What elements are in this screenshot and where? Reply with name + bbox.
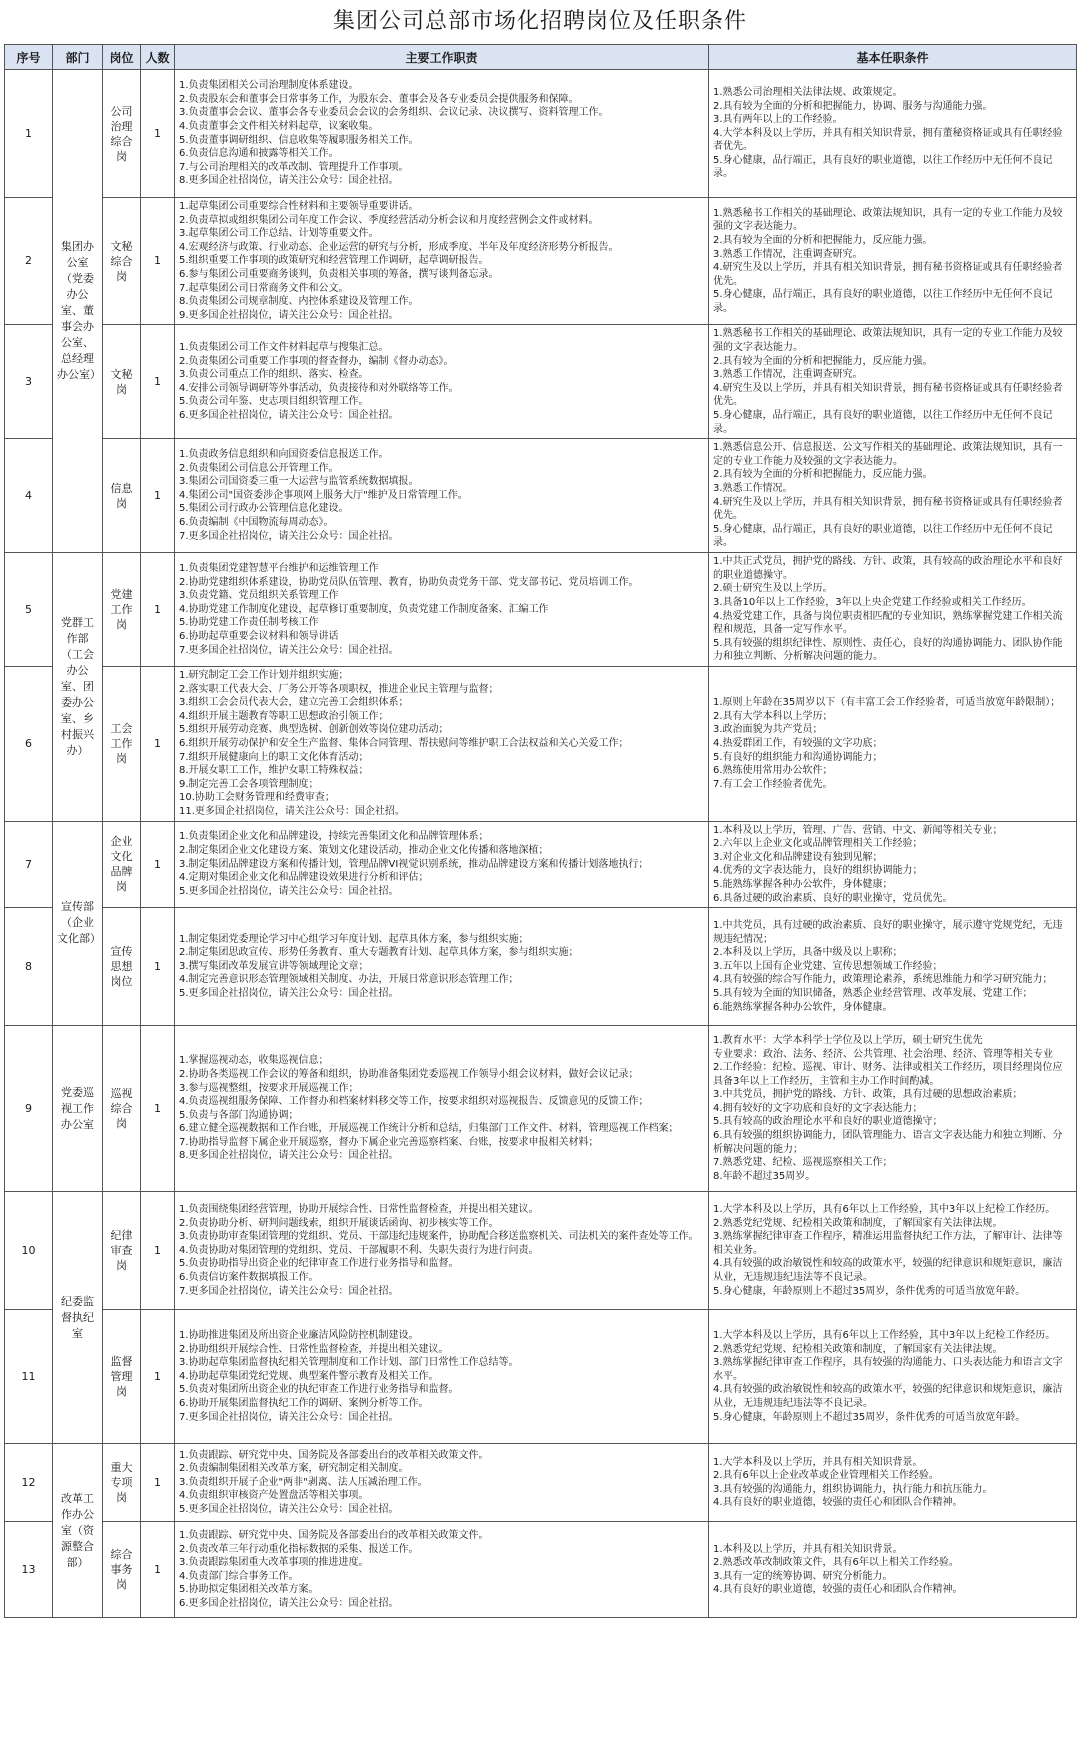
- duty-item: 3.负责协助审查集团管理的党组织、党员、干部违纪违规案件，协助配合移送监察机关、司法机关的案件查处等工作。: [179, 1231, 699, 1243]
- row-number: 8: [5, 908, 53, 1026]
- requirement-item: 3.熟练掌握纪律审查工作程序，精准运用监督执纪工作方法，了解审计、法律等相关业务。: [713, 1231, 1063, 1256]
- requirements-cell: [709, 1444, 1077, 1522]
- requirements-cell: [709, 325, 1077, 439]
- table-row: [5, 1310, 1077, 1444]
- duty-item: 4.负责巡视组服务保障、工作督办和档案材料移交等工作，按要求组织对巡视报告、反馈意见的反馈工作；: [179, 1096, 649, 1108]
- duty-item: 2.负责编制集团相关改革方案，研究制定相关制度。: [179, 1463, 409, 1475]
- requirement-item: 3.熟练掌握纪律审查工作程序，具有较强的沟通能力、口头表达能力和语言文字水平。: [713, 1357, 1063, 1382]
- duties-cell: [175, 1310, 709, 1444]
- requirement-item: 2.六年以上企业文化或品牌管理相关工作经验；: [713, 838, 923, 850]
- requirement-item: 1.大学本科及以上学历，具有6年以上工作经验，其中3年以上纪检工作经历。: [713, 1204, 1056, 1216]
- duty-item: 1.负责集团企业文化和品牌建设，持续完善集团文化和品牌管理体系；: [179, 831, 489, 843]
- requirements-cell: [709, 70, 1077, 198]
- table-row: [5, 70, 1077, 198]
- duties-cell: [175, 667, 709, 822]
- requirements-cell: [709, 198, 1077, 325]
- table-row: [5, 821, 1077, 908]
- department-name: 党群工作部（工会办公室、团委办公室、乡村振兴办）: [53, 553, 103, 822]
- position-name: 党建工作岗: [103, 553, 141, 667]
- requirement-item: 3.具备10年以上工作经验，3年以上央企党建工作经验或相关工作经历。: [713, 597, 1032, 608]
- requirement-item: 1.教育水平：大学本科学士学位及以上学历，硕士研究生优先: [713, 1034, 983, 1046]
- header-duties: 主要工作职责: [175, 45, 709, 70]
- requirement-item: 4.拥有较好的文字功底和良好的文字表达能力；: [713, 1102, 923, 1114]
- position-name: 纪律审查岗: [103, 1192, 141, 1310]
- duties-cell: [175, 553, 709, 667]
- duty-item: 6.参与集团公司重要商务谈判，负责相关事项的筹备，撰写谈判备忘录。: [179, 268, 499, 280]
- duty-item: 2.协助组织开展综合性、日常性监督检查，并提出相关建议。: [179, 1343, 449, 1355]
- requirement-item: 4.优秀的文字表达能力，良好的组织协调能力；: [713, 865, 923, 877]
- duties-cell: [175, 821, 709, 908]
- duty-item: 7.协助指导监督下属企业开展巡察，督办下属企业完善巡察档案、台账，按要求申报相关材料；: [179, 1136, 599, 1148]
- department-name: 党委巡视工作办公室: [53, 1026, 103, 1192]
- duty-item: 6.更多国企社招岗位，请关注公众号：国企社招。: [179, 1597, 399, 1609]
- duty-item: 1.负责政务信息组织和向国资委信息报送工作。: [179, 449, 389, 461]
- duty-item: 3.负责公司重点工作的组织、落实、检查。: [179, 369, 369, 381]
- requirement-item: 2.工作经验：纪检、巡视、审计、财务、法律或相关工作经历，项目经理岗位应具备3年以上工作经历，主管和主办工作时间酌减。: [713, 1062, 1063, 1087]
- table-row: [5, 667, 1077, 822]
- requirement-item: 5.身心健康，年龄原则上不超过35周岁，条件优秀的可适当放宽年龄。: [713, 1411, 1026, 1423]
- department-name: 改革工作办公室（资源整合部）: [53, 1444, 103, 1618]
- position-name: 文秘岗: [103, 325, 141, 439]
- requirement-item: 2.具有较为全面的分析和把握能力，反应能力强。: [713, 234, 933, 246]
- requirement-item: 5.身心健康，品行端正，具有良好的职业道德，以往工作经历中无任何不良记录。: [713, 523, 1053, 549]
- duties-cell: [175, 908, 709, 1026]
- duty-item: 3.负责组织开展子企业"两非"剥离、法人压减治理工作。: [179, 1476, 428, 1488]
- duty-item: 7.更多国企社招岗位，请关注公众号：国企社招。: [179, 644, 399, 656]
- requirement-item: 4.研究生及以上学历，并具有相关知识背景，拥有秘书资格证或具有任职经验者优先。: [713, 496, 1063, 522]
- requirement-item: 6.能熟练掌握各种办公软件，身体健康。: [713, 1001, 893, 1013]
- duty-item: 2.负责集团公司重要工作事项的督查督办，编制《督办动态》。: [179, 355, 454, 367]
- requirement-item: 2.具有大学本科以上学历；: [713, 710, 833, 722]
- requirement-item: 1.熟悉秘书工作相关的基础理论、政策法规知识，具有一定的专业工作能力及较强的文字表达能力。: [713, 207, 1063, 233]
- requirement-item: 8.年龄不超过35周岁。: [713, 1170, 816, 1182]
- position-name: 信息岗: [103, 439, 141, 553]
- duty-item: 8.负责集团公司规章制度、内控体系建设及管理工作。: [179, 296, 419, 308]
- duty-item: 11.更多国企社招岗位，请关注公众号：国企社招。: [179, 806, 405, 818]
- requirement-item: 5.具有较高的政治理论水平和良好的职业道德操守；: [713, 1116, 943, 1128]
- table-row: [5, 325, 1077, 439]
- table-body: [5, 70, 1077, 1618]
- requirement-item: 4.具有较强的政治敏锐性和较高的政策水平，较强的纪律意识和规矩意识，廉洁从业，无违规违纪违法等不良记录。: [713, 1384, 1063, 1410]
- header-department: 部门: [53, 45, 103, 70]
- row-number: 13: [5, 1522, 53, 1618]
- duty-item: 1.起草集团公司重要综合性材料和主要领导重要讲话。: [179, 201, 419, 212]
- position-name: 工会工作岗: [103, 667, 141, 822]
- duty-item: 6.协助起草重要会议材料和领导讲话: [179, 630, 339, 642]
- duty-item: 4.负责董事会文件相关材料起草，议案收集。: [179, 120, 379, 132]
- requirement-item: 4.具有良好的职业道德，较强的责任心和团队合作精神。: [713, 1584, 963, 1596]
- header-requirements: 基本任职条件: [709, 45, 1077, 70]
- requirement-item: 5.身心健康，品行端正，具有良好的职业道德，以往工作经历中无任何不良记录。: [713, 409, 1053, 435]
- duty-item: 5.负责与各部门沟通协调；: [179, 1109, 299, 1121]
- header-count: 人数: [141, 45, 175, 70]
- requirement-item: 4.热爱党建工作，具备与岗位职责相匹配的专业知识，熟练掌握党建工作相关流程和规范，具备一定写作水平。: [713, 610, 1063, 636]
- requirement-item: 1.本科及以上学历，并具有相关知识背景。: [713, 1543, 903, 1555]
- requirements-cell: [709, 1026, 1077, 1192]
- duties-cell: [175, 1444, 709, 1522]
- duty-item: 2.负责草拟或组织集团公司年度工作会议、季度经营活动分析会议和月度经营例会文件或材料。: [179, 214, 599, 226]
- requirement-item: 2.熟悉党纪党规、纪检相关政策和制度，了解国家有关法律法规。: [713, 1217, 1003, 1229]
- position-name: 重大专项岗: [103, 1444, 141, 1522]
- position-name: 公司治理综合岗: [103, 70, 141, 198]
- requirement-item: 3.具有较强的沟通能力，组织协调能力，执行能力和抗压能力。: [713, 1483, 993, 1495]
- duty-item: 5.更多国企社招岗位，请关注公众号：国企社招。: [179, 988, 399, 1000]
- headcount: 1: [141, 1522, 175, 1618]
- headcount: 1: [141, 908, 175, 1026]
- duty-item: 1.制定集团党委理论学习中心组学习年度计划、起草具体方案，参与组织实施；: [179, 933, 529, 945]
- position-name: 宣传思想岗位: [103, 908, 141, 1026]
- duty-item: 4.负责部门综合事务工作。: [179, 1570, 299, 1582]
- duty-item: 10.协助工会财务管理和经费审查；: [179, 792, 335, 804]
- duty-item: 9.制定完善工会各项管理制度；: [179, 778, 319, 790]
- duty-item: 7.起草集团公司日常商务文件和公文。: [179, 282, 349, 294]
- requirement-item: 3.五年以上国有企业党建、宣传思想领域工作经验；: [713, 960, 943, 972]
- table-row: [5, 439, 1077, 553]
- requirements-cell: [709, 439, 1077, 553]
- requirement-item: 7.熟悉党建、纪检、巡视巡察相关工作；: [713, 1157, 893, 1169]
- requirement-item: 5.身心健康，品行端正，具有良好的职业道德，以往工作经历中无任何不良记录。: [713, 289, 1053, 314]
- duty-item: 7.更多国企社招岗位，请关注公众号：国企社招。: [179, 530, 399, 542]
- requirement-item: 3.中共党员，拥护党的路线、方针、政策，具有过硬的思想政治素质；: [713, 1089, 1023, 1101]
- duty-item: 2.负责股东会和董事会日常事务工作，为股东会、董事会及各专业委员会提供服务和保障。: [179, 93, 579, 105]
- duty-item: 5.组织开展劳动竞赛、典型选树、创新创效等岗位建功活动；: [179, 724, 449, 736]
- duty-item: 3.起草集团公司工作总结、计划等重要文件。: [179, 228, 379, 240]
- duty-item: 2.负责协助分析、研判问题线索，组织开展谈话函询、初步核实等工作。: [179, 1217, 499, 1229]
- duty-item: 4.定期对集团企业文化和品牌建设效果进行分析和评估；: [179, 872, 429, 884]
- row-number: 4: [5, 439, 53, 553]
- duties-cell: [175, 70, 709, 198]
- duty-item: 6.更多国企社招岗位，请关注公众号：国企社招。: [179, 409, 399, 421]
- requirement-item: 2.熟悉改革改制政策文件，具有6年以上相关工作经验。: [713, 1557, 959, 1569]
- duty-item: 4.宏观经济与政策、行业动态、企业运营的研究与分析，形成季度、半年及年度经济形势分析报告。: [179, 241, 619, 253]
- duty-item: 1.研究制定工会工作计划并组织实施；: [179, 670, 349, 682]
- duty-item: 8.更多国企社招岗位，请关注公众号：国企社招。: [179, 175, 399, 187]
- duty-item: 2.负责改革三年行动重化指标数据的采集、报送工作。: [179, 1543, 419, 1555]
- duty-item: 3.负责董事会会议、董事会各专业委员会会议的会务组织、会议记录、决议撰写、资料管理工作。: [179, 107, 609, 119]
- duty-item: 1.负责围绕集团经营管理，协助开展综合性、日常性监督检查，并提出相关建议。: [179, 1204, 539, 1216]
- requirement-item: 4.具有较强的政治敏锐性和较高的政策水平，较强的纪律意识和规矩意识，廉洁从业，无违规违纪违法等不良记录。: [713, 1258, 1063, 1284]
- requirement-item: 5.具有较强的组织纪律性、原则性、责任心，良好的沟通协调能力、团队协作能力和独立判断、分析解决问题的能力。: [713, 637, 1063, 663]
- duty-item: 4.协助起草集团党纪党规、典型案件警示教育及相关工作。: [179, 1370, 439, 1382]
- requirement-item: 3.对企业文化和品牌建设有独到见解；: [713, 851, 883, 863]
- headcount: 1: [141, 553, 175, 667]
- duty-item: 3.集团公司国资委三重一大运营与监管系统数据填报。: [179, 476, 419, 488]
- duty-item: 7.更多国企社招岗位，请关注公众号：国企社招。: [179, 1411, 399, 1423]
- row-number: 10: [5, 1192, 53, 1310]
- duties-cell: [175, 1192, 709, 1310]
- requirement-item: 专业要求：政治、法务、经济、公共管理、社会治理、经济、管理等相关专业: [713, 1048, 1053, 1060]
- requirement-item: 4.具有较强的综合写作能力，政策理论素养，系统思维能力和学习研究能力；: [713, 974, 1053, 986]
- row-number: 3: [5, 325, 53, 439]
- requirement-item: 5.能熟练掌握各种办公软件，身体健康；: [713, 879, 893, 890]
- table-row: [5, 1444, 1077, 1522]
- requirement-item: 4.研究生及以上学历，并具有相关知识背景，拥有秘书资格证或具有任职经验者优先。: [713, 262, 1063, 287]
- duty-item: 4.安排公司领导调研等外事活动，负责接待和对外联络等工作。: [179, 382, 459, 394]
- requirement-item: 3.熟悉工作情况，注重调查研究。: [713, 369, 863, 381]
- headcount: 1: [141, 1026, 175, 1192]
- requirements-cell: [709, 553, 1077, 667]
- requirement-item: 6.具有较强的组织协调能力，团队管理能力、语言文字表达能力和独立判断、分析解决问题的能力；: [713, 1130, 1063, 1155]
- requirement-item: 2.具有较为全面的分析和把握能力，反应能力强。: [713, 355, 933, 367]
- requirement-item: 3.具有一定的统筹协调、研究分析能力。: [713, 1570, 893, 1582]
- duties-cell: [175, 1026, 709, 1192]
- duties-cell: [175, 198, 709, 325]
- duty-item: 1.负责集团相关公司治理制度体系建设。: [179, 80, 359, 92]
- duty-item: 5.协助党建工作责任制考核工作: [179, 617, 319, 629]
- requirement-item: 3.政治面貌为共产党员；: [713, 724, 823, 736]
- duty-item: 4.集团公司"国资委涉企事项网上服务大厅"维护及日常管理工作。: [179, 489, 468, 501]
- duty-item: 5.更多国企社招岗位，请关注公众号：国企社招。: [179, 885, 399, 897]
- requirements-cell: [709, 908, 1077, 1026]
- requirement-item: 1.中共正式党员，拥护党的路线、方针、政策，具有较高的政治理论水平和良好的职业道德操守。: [713, 556, 1063, 581]
- duty-item: 6.组织开展劳动保护和安全生产监督、集体合同管理、帮扶慰问等维护职工合法权益和关心关爱工作；: [179, 738, 629, 750]
- duty-item: 1.负责集团党建智慧平台维护和运维管理工作: [179, 563, 379, 575]
- requirement-item: 5.身心健康，品行端正，具有良好的职业道德，以往工作经历中无任何不良记录。: [713, 154, 1053, 180]
- requirement-item: 1.中共党员，具有过硬的政治素质、良好的职业操守，展示遵守党规党纪，无违规违纪情况；: [713, 920, 1063, 945]
- duty-item: 5.负责公司年鉴、史志项目组织管理工作。: [179, 396, 369, 408]
- duty-item: 5.负责董事调研组织、信息收集等履职服务相关工作。: [179, 134, 419, 146]
- table-row: [5, 1522, 1077, 1618]
- duty-item: 2.落实职工代表大会、厂务公开等各项职权，推进企业民主管理与监督；: [179, 683, 499, 695]
- requirement-item: 1.大学本科及以上学历，具有6年以上工作经验，其中3年以上纪检工作经历。: [713, 1330, 1056, 1342]
- duty-item: 2.协助党建组织体系建设，协助党员队伍管理、教育，协助负责党务干部、党支部书记、党员培训工作。: [179, 576, 639, 588]
- duty-item: 4.协助党建工作制度化建设，起草修订重要制度，负责党建工作制度备案、汇编工作: [179, 603, 549, 615]
- duty-item: 9.更多国企社招岗位，请关注公众号：国企社招。: [179, 309, 399, 321]
- header-no: 序号: [5, 45, 53, 70]
- position-name: 企业文化品牌岗: [103, 821, 141, 908]
- requirement-item: 3.具有两年以上的工作经验。: [713, 114, 843, 126]
- requirement-item: 2.具有较为全面的分析和把握能力，反应能力强。: [713, 469, 933, 481]
- requirement-item: 4.具有良好的职业道德，较强的责任心和团队合作精神。: [713, 1497, 963, 1509]
- duty-item: 7.组织开展健康向上的职工文化体育活动；: [179, 751, 369, 763]
- department-name: 集团办公室（党委办公室、董事会办公室、总经理办公室）: [53, 70, 103, 553]
- duty-item: 4.负责协助对集团管理的党组织、党员、干部履职不利、失职失责行为进行问责。: [179, 1244, 539, 1256]
- requirement-item: 6.具备过硬的政治素质、良好的职业操守，党员优先。: [713, 892, 953, 904]
- requirement-item: 2.熟悉党纪党规、纪检相关政策和制度，了解国家有关法律法规。: [713, 1343, 1003, 1355]
- duty-item: 1.协助推进集团及所出资企业廉洁风险防控机制建设。: [179, 1330, 419, 1342]
- table-row: [5, 198, 1077, 325]
- requirement-item: 2.具有6年以上企业改革或企业管理相关工作经验。: [713, 1470, 939, 1482]
- headcount: 1: [141, 1192, 175, 1310]
- requirement-item: 3.熟悉工作情况。: [713, 483, 793, 494]
- header-position: 岗位: [103, 45, 141, 70]
- duty-item: 7.与公司治理相关的改革改制、管理提升工作事项。: [179, 161, 409, 173]
- row-number: 11: [5, 1310, 53, 1444]
- duty-item: 3.负责跟踪集团重大改革事项的推进进度。: [179, 1557, 369, 1569]
- requirement-item: 1.熟悉信息公开、信息报送、公文写作相关的基础理论、政策法规知识，具有一定的专业工作能力及较强的文字表达能力。: [713, 442, 1063, 467]
- table-row: [5, 553, 1077, 667]
- position-name: 综合事务岗: [103, 1522, 141, 1618]
- requirement-item: 2.硕士研究生及以上学历。: [713, 583, 833, 595]
- requirement-item: 6.熟练使用常用办公软件；: [713, 765, 833, 777]
- requirement-item: 1.大学本科及以上学历，并具有相关知识背景。: [713, 1456, 923, 1468]
- duty-item: 6.负责信访案件数据填报工作。: [179, 1272, 319, 1284]
- department-name: 纪委监督执纪室: [53, 1192, 103, 1444]
- requirement-item: 1.熟悉秘书工作相关的基础理论、政策法规知识，具有一定的专业工作能力及较强的文字表达能力。: [713, 328, 1063, 353]
- headcount: 1: [141, 325, 175, 439]
- duty-item: 5.更多国企社招岗位，请关注公众号：国企社招。: [179, 1504, 399, 1516]
- headcount: 1: [141, 70, 175, 198]
- duty-item: 8.开展女职工工作，维护女职工特殊权益；: [179, 765, 369, 777]
- duty-item: 4.制定完善意识形态管理领域相关制度、办法，开展日常意识形态管理工作；: [179, 974, 519, 986]
- requirements-cell: [709, 1192, 1077, 1310]
- duty-item: 3.负责党籍、党员组织关系管理工作: [179, 590, 339, 602]
- requirement-item: 1.原则上年龄在35周岁以下（有丰富工会工作经验者，可适当放宽年龄限制）；: [713, 697, 1061, 709]
- requirements-cell: [709, 1310, 1077, 1444]
- duty-item: 1.掌握巡视动态，收集巡视信息；: [179, 1055, 329, 1067]
- duty-item: 5.集团公司行政办公管理信息化建设。: [179, 503, 349, 515]
- requirements-cell: [709, 1522, 1077, 1618]
- requirement-item: 5.有良好的组织能力和沟通协调能力；: [713, 751, 883, 763]
- duty-item: 3.参与巡视整组，按要求开展巡视工作；: [179, 1082, 359, 1094]
- requirement-item: 5.具有较为全面的知识储备，熟悉企业经营管理、改革发展、党建工作；: [713, 988, 1033, 1000]
- headcount: 1: [141, 667, 175, 822]
- requirement-item: 7.有工会工作经验者优先。: [713, 778, 833, 790]
- duty-item: 6.建立健全巡视数据和工作台账，开展巡视工作统计分析和总结，归集部门工作文件、材料，管理巡视工作档案；: [179, 1123, 679, 1135]
- requirement-item: 2.本科及以上学历，具备中级及以上职称；: [713, 947, 903, 959]
- row-number: 1: [5, 70, 53, 198]
- duty-item: 8.更多国企社招岗位，请关注公众号：国企社招。: [179, 1150, 399, 1162]
- row-number: 5: [5, 553, 53, 667]
- requirement-item: 4.研究生及以上学历，并具有相关知识背景，拥有秘书资格证或具有任职经验者优先。: [713, 382, 1063, 408]
- table-row: [5, 1026, 1077, 1192]
- duty-item: 3.协助起草集团监督执纪相关管理制度和工作计划、部门日常性工作总结等。: [179, 1357, 519, 1369]
- headcount: 1: [141, 821, 175, 908]
- duty-item: 6.负责信息沟通和披露等相关工作。: [179, 148, 339, 160]
- duty-item: 3.撰写集团改革发展宣讲等领域理论文章；: [179, 960, 369, 972]
- requirements-cell: [709, 667, 1077, 822]
- duty-item: 2.制定集团企业文化建设方案、策划文化建设活动，推动企业文化传播和落地深植；: [179, 845, 549, 857]
- headcount: 1: [141, 198, 175, 325]
- row-number: 12: [5, 1444, 53, 1522]
- page-title: 集团公司总部市场化招聘岗位及任职条件: [332, 9, 747, 34]
- requirement-item: 5.身心健康，年龄原则上不超过35周岁，条件优秀的可适当放宽年龄。: [713, 1285, 1026, 1297]
- position-name: 巡视综合岗: [103, 1026, 141, 1192]
- recruitment-table: [4, 44, 1077, 1618]
- duty-item: 1.负责跟踪、研究党中央、国务院及各部委出台的改革相关政策文件。: [179, 1529, 489, 1541]
- duty-item: 5.负责协助指导出资企业的纪律审查工作进行业务指导和监督。: [179, 1258, 459, 1270]
- requirement-item: 4.热爱群团工作，有较强的文字功底；: [713, 738, 883, 750]
- requirement-item: 3.熟悉工作情况，注重调查研究。: [713, 248, 863, 260]
- duty-item: 5.协助拟定集团相关改革方案。: [179, 1584, 319, 1596]
- table-row: [5, 908, 1077, 1026]
- requirement-item: 1.熟悉公司治理相关法律法规、政策规定。: [713, 86, 903, 98]
- position-name: 监督管理岗: [103, 1310, 141, 1444]
- requirement-item: 1.本科及以上学历，管理、广告、营销、中文、新闻等相关专业；: [713, 824, 1003, 836]
- requirement-item: 2.具有较为全面的分析和把握能力，协调、服务与沟通能力强。: [713, 100, 993, 112]
- duties-cell: [175, 1522, 709, 1618]
- requirements-cell: [709, 821, 1077, 908]
- duty-item: 2.制定集团思政宣传、形势任务教育、重大专题教育计划、起草具体方案，参与组织实施；: [179, 947, 579, 959]
- duty-item: 1.负责集团公司工作文件材料起草与搜集汇总。: [179, 341, 389, 353]
- headcount: 1: [141, 1444, 175, 1522]
- headcount: 1: [141, 1310, 175, 1444]
- duties-cell: [175, 325, 709, 439]
- duty-item: 1.负责跟踪、研究党中央、国务院及各部委出台的改革相关政策文件。: [179, 1449, 489, 1461]
- duty-item: 2.协助各类巡视工作会议的筹备和组织，协助准备集团党委巡视工作领导小组会议材料，做好会议记录；: [179, 1068, 639, 1080]
- requirement-item: 4.大学本科及以上学历，并具有相关知识背景，拥有董秘资格证或具有任职经验者优先。: [713, 127, 1063, 153]
- duty-item: 6.协助开展集团监督执纪工作的调研、案例分析等工作。: [179, 1398, 429, 1410]
- table-row: [5, 1192, 1077, 1310]
- duty-item: 6.负责编制《中国物流每周动态》。: [179, 516, 334, 528]
- duty-item: 4.负责组织审核资产处置盘活等相关事项。: [179, 1490, 369, 1502]
- duty-item: 5.组织重要工作事项的政策研究和经营管理工作调研，起草调研报告。: [179, 255, 489, 267]
- duty-item: 4.组织开展主题教育等职工思想政治引领工作；: [179, 710, 389, 722]
- row-number: 7: [5, 821, 53, 908]
- duty-item: 7.更多国企社招岗位，请关注公众号：国企社招。: [179, 1285, 399, 1297]
- row-number: 2: [5, 198, 53, 325]
- duties-cell: [175, 439, 709, 553]
- duty-item: 5.负责对集团所出资企业的执纪审查工作进行业务指导和监督。: [179, 1384, 459, 1396]
- row-number: 6: [5, 667, 53, 822]
- department-name: 宣传部（企业文化部）: [53, 821, 103, 1026]
- duty-item: 3.制定集团品牌建设方案和传播计划，管理品牌VI视觉识别系统，推动品牌建设方案和传播计划落地执行；: [179, 858, 649, 870]
- position-name: 文秘综合岗: [103, 198, 141, 325]
- duty-item: 2.负责集团公司信息公开管理工作。: [179, 462, 339, 474]
- table-header-row: [5, 45, 1077, 70]
- row-number: 9: [5, 1026, 53, 1192]
- duty-item: 3.组织工会会员代表大会，建立完善工会组织体系；: [179, 697, 409, 709]
- headcount: 1: [141, 439, 175, 553]
